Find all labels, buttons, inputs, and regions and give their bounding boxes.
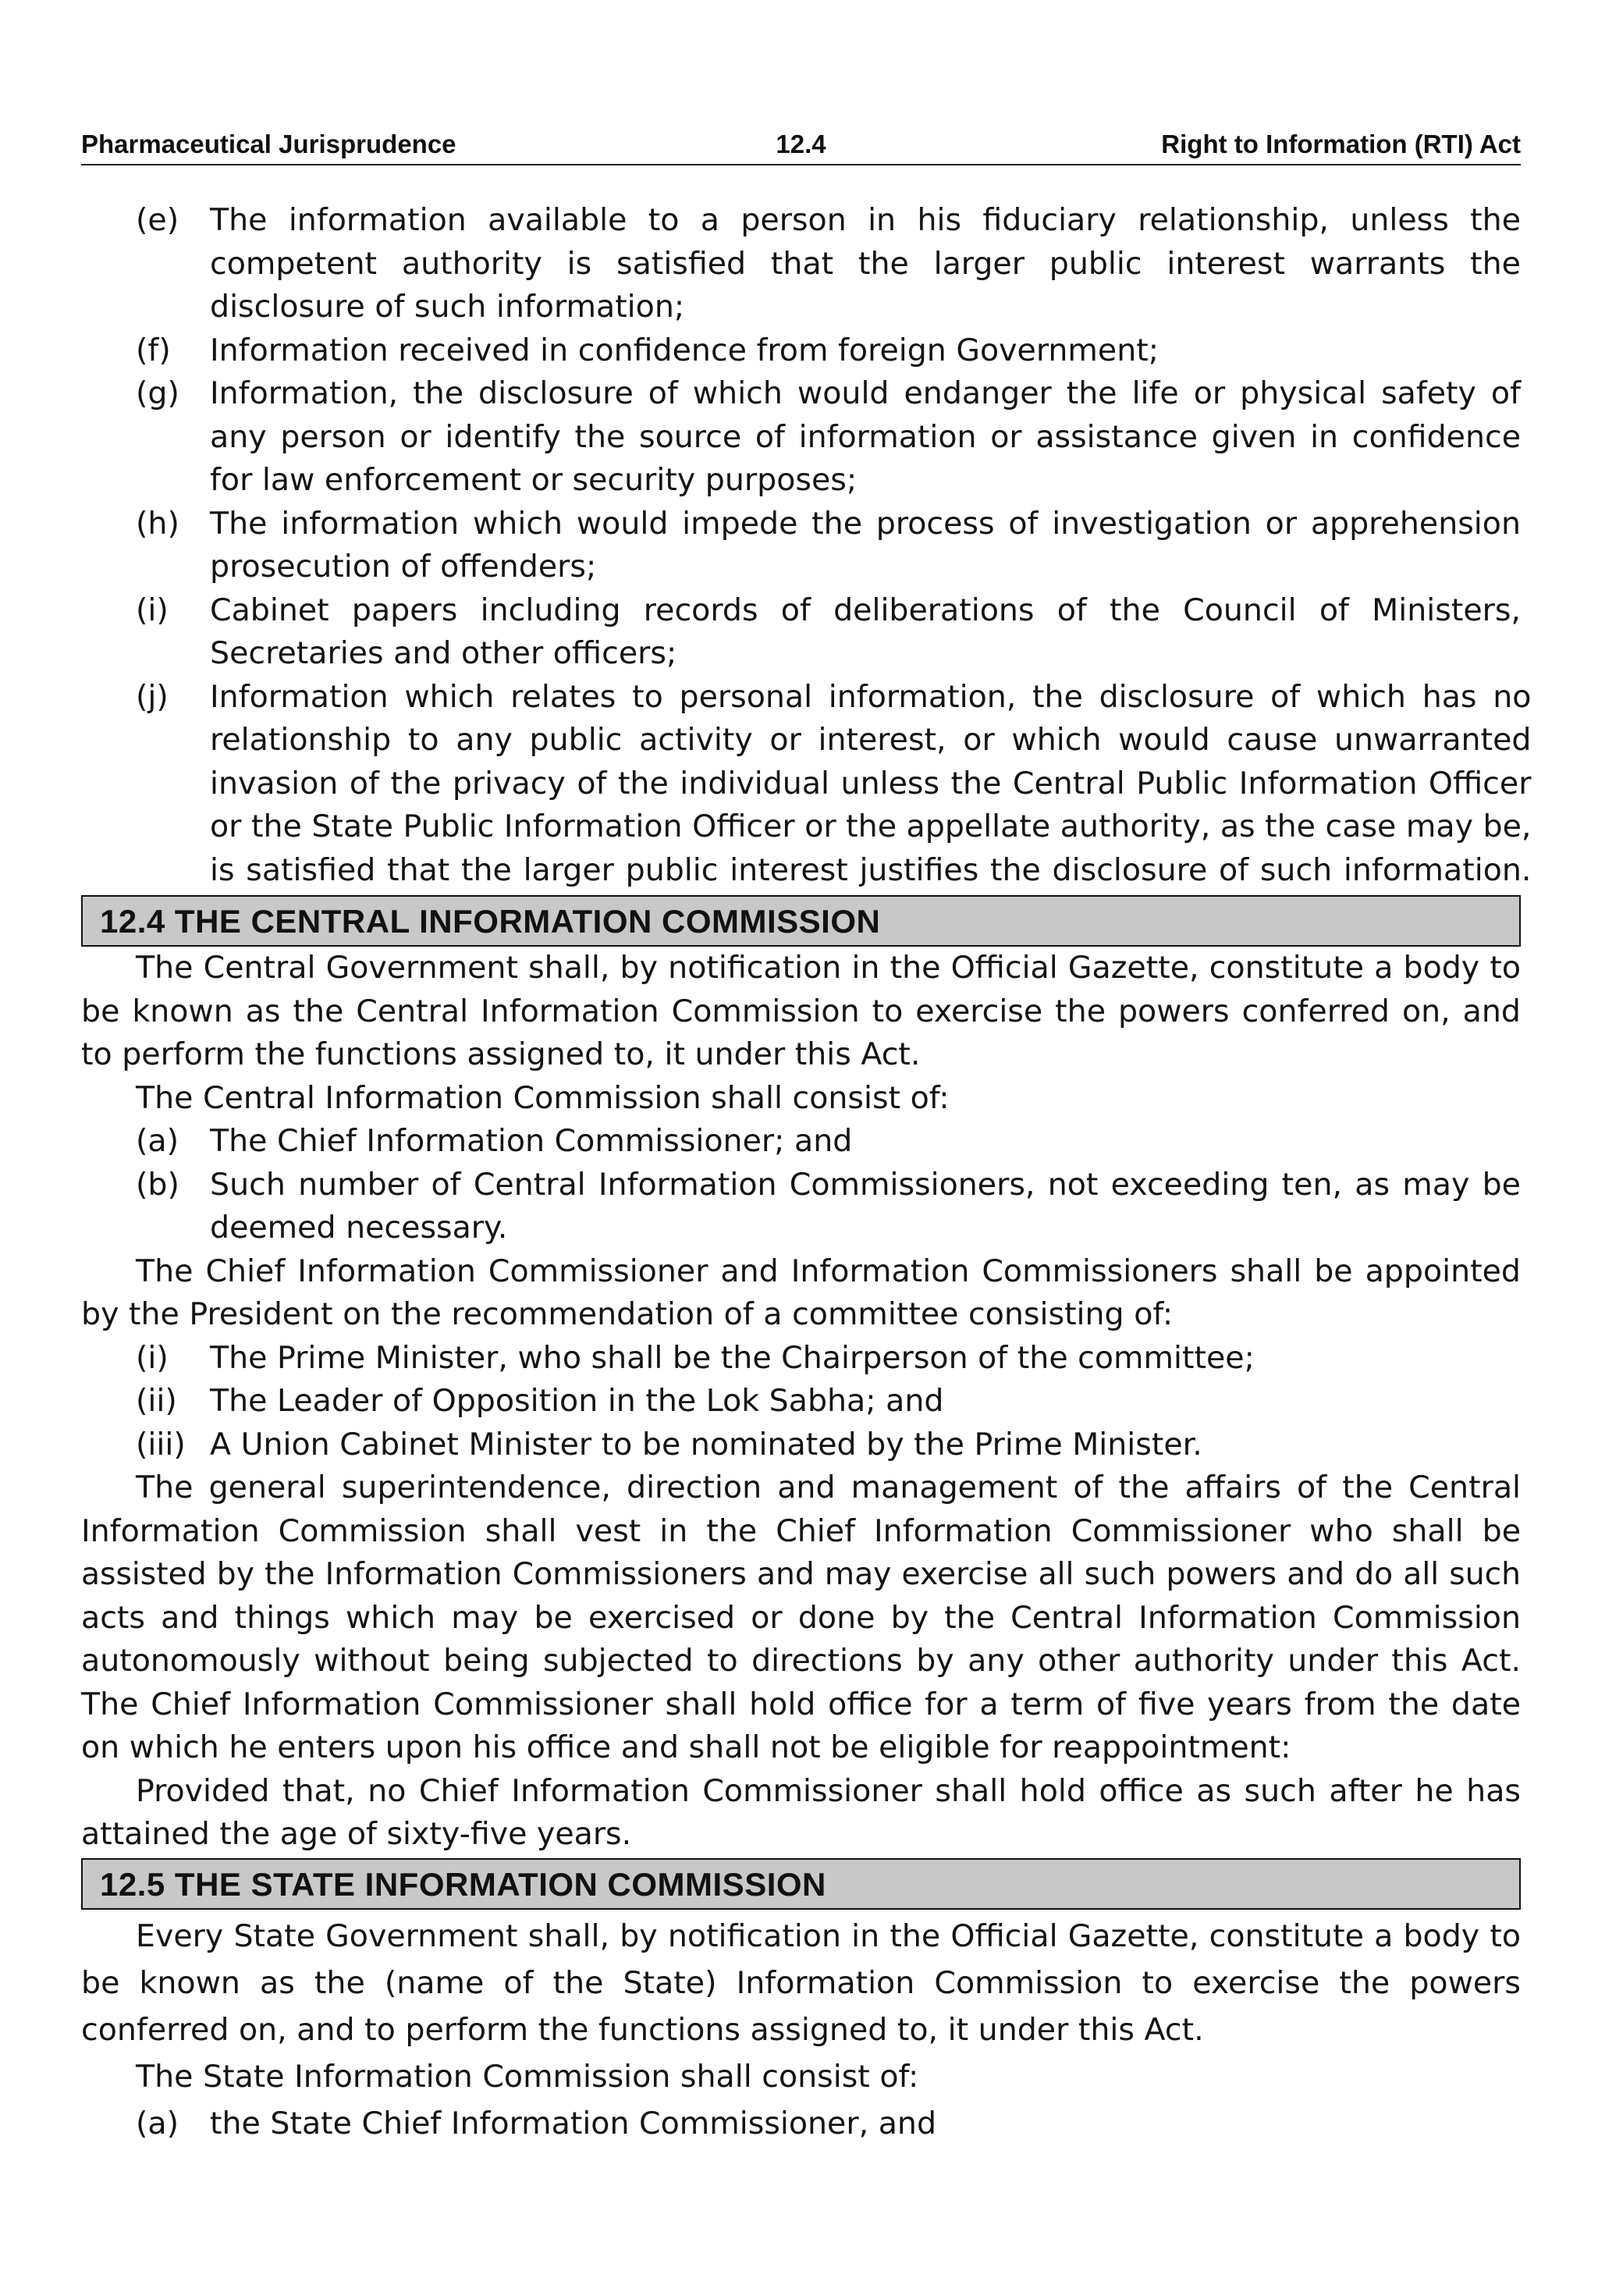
list-item <box>81 1423 1521 1467</box>
text-line: be known as the Central Information Commission to exercise the powers conferred on, and <box>81 993 1521 1029</box>
text-line: A Union Cabinet Minister to be nominated by the Prime Minister. <box>210 1426 1202 1463</box>
list-item <box>81 1164 1521 1250</box>
text-line: on which he enters upon his office and shall not be eligible for reappointment: <box>81 1729 1291 1765</box>
text-line: or the State Public Information Officer or the appellate authority, as the case may be, <box>210 809 1532 844</box>
page-header <box>81 125 1521 165</box>
text-line: The general superintendence, direction and management of the affairs of the Central <box>136 1470 1521 1505</box>
page-content <box>81 199 1532 2147</box>
text-line: The Central Information Commission shall consist of: <box>136 1079 950 1116</box>
list-marker: (j) <box>136 678 169 715</box>
list-item <box>81 329 1521 373</box>
text-line: Information Commission shall vest in the Chief Information Commissioner who shall be <box>81 1512 1521 1549</box>
text-line: competent authority is satisfied that the larger public interest warrants the <box>210 245 1521 282</box>
text-line: The Central Government shall, by notification in the Official Gazette, constitute a body to <box>136 950 1521 986</box>
header-page-number: 12.4 <box>776 130 826 158</box>
text-line: The information available to a person in his fiduciary relationship, unless the <box>210 202 1521 238</box>
text-line: the State Chief Information Commissioner, and <box>210 2105 937 2141</box>
exemption-list <box>81 199 1532 892</box>
text-line: The Leader of Opposition in the Lok Sabha; and <box>210 1383 944 1419</box>
list-item <box>81 2100 1521 2147</box>
list-item <box>81 589 1521 676</box>
text-line: Information received in confidence from foreign Government; <box>210 332 1159 368</box>
text-line: disclosure of such information; <box>210 289 685 325</box>
text-line: deemed necessary. <box>210 1210 508 1246</box>
text-line: acts and things which may be exercised or done by the Central Information Commission <box>81 1599 1521 1636</box>
list-item <box>81 503 1521 589</box>
header-book-title: Pharmaceutical Jurisprudence <box>81 130 456 158</box>
text-line: The information which would impede the process of investigation or apprehension <box>210 505 1521 542</box>
list-marker: (iii) <box>136 1426 186 1463</box>
text-line: any person or identify the source of information or assistance given in confidence <box>210 418 1521 455</box>
text-line: The Chief Information Commissioner; and <box>210 1123 853 1159</box>
list-marker: (e) <box>136 202 179 238</box>
text-line: relationship to any public activity or interest, or which would cause unwarranted <box>210 722 1532 758</box>
text-line: The State Information Commission shall consist of: <box>136 2058 919 2095</box>
list-item <box>81 1120 1521 1164</box>
text-line: Information which relates to personal information, the disclosure of which has no <box>210 678 1532 715</box>
text-line: The Prime Minister, who shall be the Chairperson of the committee; <box>210 1339 1255 1376</box>
text-line: for law enforcement or security purposes; <box>210 462 858 498</box>
text-line: by the President on the recommendation of a committee consisting of: <box>81 1296 1174 1332</box>
list-item <box>81 676 1532 893</box>
text-line: Such number of Central Information Commissioners, not exceeding ten, as may be <box>210 1166 1521 1203</box>
text-line: autonomously without being subjected to directions by any other authority under this Act. <box>81 1643 1521 1679</box>
list-marker: (a) <box>136 1123 179 1159</box>
list-item <box>81 1337 1521 1381</box>
section-heading-12-5: 12.5 THE STATE INFORMATION COMMISSION <box>81 1858 1521 1910</box>
list-item <box>81 1380 1521 1423</box>
text-line: Information, the disclosure of which would endanger the life or physical safety of <box>210 375 1521 411</box>
list-item <box>81 199 1521 329</box>
list-item <box>81 372 1521 503</box>
list-marker: (g) <box>136 375 179 411</box>
section-heading-12-4: 12.4 THE CENTRAL INFORMATION COMMISSION <box>81 895 1521 947</box>
text-line: The Chief Information Commissioner and Information Commissioners shall be appointed <box>136 1253 1521 1289</box>
list-marker: (h) <box>136 505 179 542</box>
text-line: be known as the (name of the State) Information Commission to exercise the powers <box>81 1964 1521 2001</box>
text-line: Every State Government shall, by notification in the Official Gazette, constitute a body to <box>136 1917 1521 1954</box>
list-marker: (f) <box>136 332 171 368</box>
text-line: is satisfied that the larger public interest justifies the disclosure of such information. <box>210 851 1532 888</box>
text-line: Provided that, no Chief Information Commissioner shall hold office as such after he has <box>136 1772 1521 1809</box>
text-line: to perform the functions assigned to, it under this Act. <box>81 1036 921 1072</box>
section-12-5-body <box>81 1913 1521 2147</box>
section-12-4-body <box>81 947 1521 1857</box>
list-marker: (i) <box>136 1339 169 1376</box>
header-chapter-title: Right to Information (RTI) Act <box>1161 130 1521 158</box>
text-line: attained the age of sixty-five years. <box>81 1816 632 1852</box>
list-marker: (b) <box>136 1166 179 1203</box>
text-line: The Chief Information Commissioner shall hold office for a term of five years from the date <box>81 1686 1521 1722</box>
list-marker: (ii) <box>136 1383 177 1419</box>
text-line: assisted by the Information Commissioners and may exercise all such powers and do all such <box>81 1557 1521 1592</box>
list-marker: (i) <box>136 592 169 628</box>
text-line: Secretaries and other officers; <box>210 635 677 671</box>
list-marker: (a) <box>136 2105 179 2141</box>
text-line: invasion of the privacy of the individual unless the Central Public Information Officer <box>210 765 1532 801</box>
text-line: conferred on, and to perform the functions assigned to, it under this Act. <box>81 2011 1204 2048</box>
text-line: prosecution of offenders; <box>210 549 597 585</box>
text-line: Cabinet papers including records of deliberations of the Council of Ministers, <box>210 592 1521 628</box>
